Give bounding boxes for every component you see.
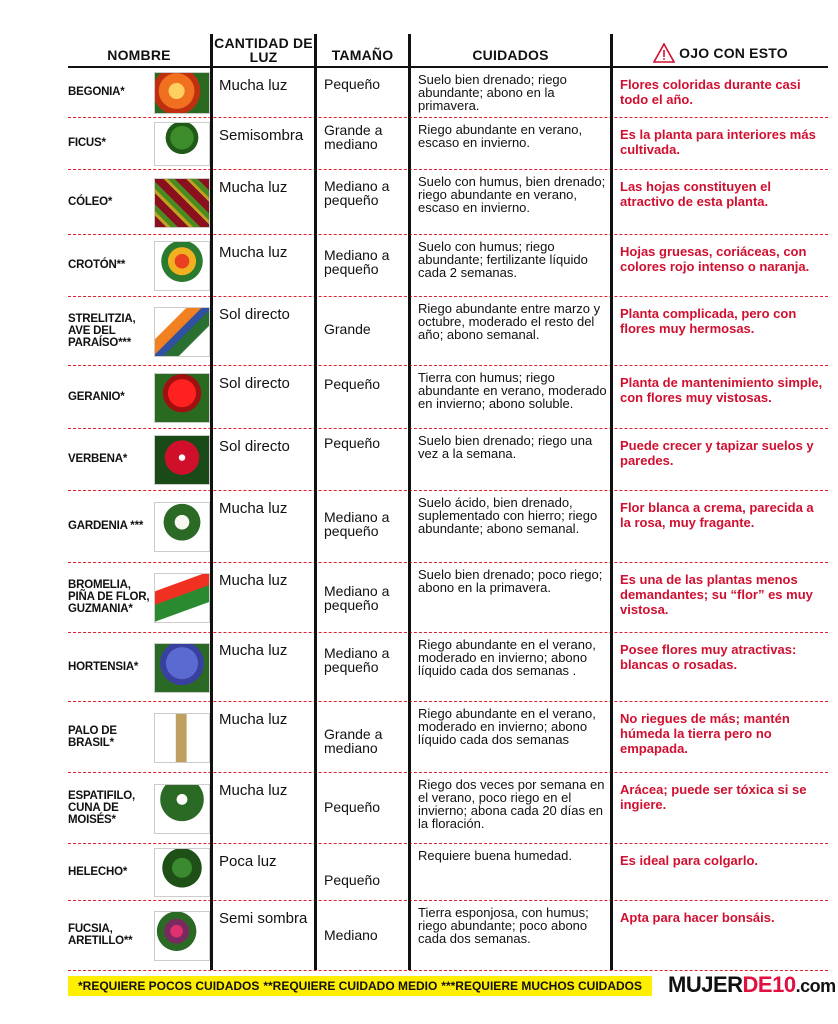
table-row [68,701,828,773]
plant-care: Tierra esponjosa, con humus; riego abundante; poco abono cada dos semanas. [418,905,589,946]
plant-size: Mediano a pequeño [324,645,390,675]
plant-photo [154,911,210,961]
plant-photo [154,122,210,166]
plant-care: Suelo con humus; riego abundante; fertilizante líquido cada 2 semanas. [418,239,588,280]
light-amount: Mucha luz [219,642,288,659]
table-row [68,632,828,702]
plant-care: Requiere buena humedad. [418,848,572,863]
light-amount: Sol directo [219,375,290,392]
legend-pocos-cuidados: *REQUIERE POCOS CUIDADOS [78,979,260,993]
plant-name: BROMELIA, PIÑA DE FLOR, GUZMANIA* [68,579,150,615]
plant-photo [154,72,210,114]
header-ojo-label: OJO CON ESTO [679,45,788,61]
light-amount: Poca luz [219,853,277,870]
plant-warning: Las hojas constituyen el atractivo de esta planta. [620,179,771,209]
light-amount: Mucha luz [219,782,288,799]
table-row [68,365,828,429]
plant-size: Mediano a pequeño [324,247,390,277]
table-row [68,900,828,971]
plant-name: GERANIO* [68,390,125,403]
table-row [68,490,828,563]
light-amount: Mucha luz [219,77,288,94]
plant-warning: Es una de las plantas menos demandantes; su “flor” es muy vistosa. [620,572,813,617]
plant-name: CROTÓN** [68,259,126,271]
plant-name-cell [68,169,210,234]
care-legend [68,976,652,996]
header-tamano: TAMAÑO [331,47,394,63]
light-amount: Semi sombra [219,910,308,927]
plant-size: Grande a mediano [324,726,383,756]
plant-care: Suelo con humus, bien drenado; riego abundante en verano, escaso en invierno. [418,174,606,215]
brand-part1: MUJER [668,972,743,997]
plant-photo [154,307,210,357]
plant-warning: Es ideal para colgarlo. [620,853,758,868]
table-row [68,117,828,170]
plant-care: Riego abundante entre marzo y octubre, moderado el resto del año; abono semanal. [418,301,601,342]
table-row [68,772,828,844]
plant-name: FUCSIA, ARETILLO** [68,923,133,947]
plant-name-cell [68,296,210,365]
plant-name-cell [68,632,210,701]
plant-name: ESPATIFILO, CUNA DE MOISÉS* [68,789,136,826]
plant-photo [154,848,210,897]
plant-photo [154,713,210,763]
light-amount: Sol directo [219,306,290,323]
plant-size: Grande a mediano [324,122,383,152]
plant-care: Tierra con humus; riego abundante en verano, moderado en invierno; abono soluble. [418,370,607,411]
plant-warning: Planta de mantenimiento simple, con flores muy vistosas. [620,375,823,405]
plant-size: Pequeño [324,435,381,451]
table-row [68,428,828,491]
plant-care: Suelo bien drenado; riego una vez a la semana. [418,433,593,461]
plant-care: Suelo bien drenado; riego abundante; abono en la primavera. [418,72,567,113]
light-amount: Mucha luz [219,179,288,196]
plant-warning: Flores coloridas durante casi todo el año. [620,77,801,107]
plant-name-cell [68,117,210,169]
plant-name: GARDENIA *** [68,520,144,532]
brand-part3: .com [795,976,836,996]
plant-size: Pequeño [324,376,381,392]
table-row [68,169,828,235]
plant-size: Mediano a pequeño [324,509,390,539]
table-row [68,562,828,633]
plant-warning: Posee flores muy atractivas: blancas o rosadas. [620,642,797,672]
plant-warning: No riegues de más; mantén húmeda la tierra pero no empapada. [620,711,790,756]
column-divider [314,34,317,970]
plant-photo [154,502,210,552]
plant-care: Riego abundante en el verano, moderado en invierno; abono líquido cada dos semanas . [418,637,596,678]
table-row [68,843,828,901]
plant-size: Grande [324,321,371,337]
warning-triangle-icon [653,43,675,63]
plant-size: Pequeño [324,872,381,888]
plant-warning: Es la planta para interiores más cultivada. [620,127,816,157]
table-row [68,234,828,297]
plant-name: HORTENSIA* [68,660,139,673]
plant-name-cell [68,562,210,632]
plant-size: Mediano [324,927,378,943]
plant-name: CÓLEO* [68,195,113,208]
plant-size: Pequeño [324,799,381,815]
column-divider [210,34,213,970]
plant-name: VERBENA* [68,453,128,465]
table-row [68,296,828,366]
light-amount: Mucha luz [219,500,288,517]
plant-name-cell [68,365,210,428]
light-amount: Sol directo [219,438,290,455]
header-cuidados: CUIDADOS [472,47,549,63]
plant-name: PALO DE BRASIL* [68,724,117,749]
plant-care: Riego abundante en el verano, moderado en invierno; abono líquido cada dos semanas [418,706,596,747]
plant-size: Mediano a pequeño [324,583,390,613]
plant-name-cell [68,67,210,117]
plant-warning: Flor blanca a crema, parecida a la rosa, muy fragante. [620,500,814,530]
plant-warning: Hojas gruesas, coriáceas, con colores rojo intenso o naranja. [620,244,810,274]
plant-photo [154,373,210,423]
plant-photo [154,435,210,485]
plant-name: STRELITZIA, AVE DEL PARAÍSO*** [68,312,136,349]
plant-name-cell [68,843,210,900]
plant-photo [154,241,210,291]
light-amount: Mucha luz [219,711,288,728]
plant-name-cell [68,701,210,772]
light-amount: Semisombra [219,127,304,144]
plant-name: FICUS* [68,137,106,149]
light-amount: Mucha luz [219,244,288,261]
plant-care: Suelo ácido, bien drenado, suplementado con hierro; riego abundante; abono semanal. [418,495,598,536]
plant-photo [154,573,210,623]
legend-cuidado-medio: **REQUIERE CUIDADO MEDIO [263,979,438,993]
column-divider [610,34,613,970]
table-row [68,67,828,118]
plant-size: Mediano a pequeño [324,178,390,208]
plant-name: HELECHO* [68,865,128,878]
plant-care: Suelo bien drenado; poco riego; abono en la primavera. [418,567,603,595]
plant-name-cell [68,428,210,490]
plant-name-cell [68,490,210,562]
plant-care: Riego abundante en verano, escaso en invierno. [418,122,583,150]
plant-care: Riego dos veces por semana en el verano, poco riego en el invierno; abona cada 20 días en la floración. [418,777,605,831]
header-cantidad-de-luz: CANTIDAD DE LUZ [214,35,313,65]
plant-photo [154,178,210,228]
brand-logo [668,972,836,998]
plant-name-cell [68,900,210,970]
table-header [68,34,828,68]
plant-size: Pequeño [324,76,381,92]
plant-warning: Puede crecer y tapizar suelos y paredes. [620,438,814,468]
plant-warning: Apta para hacer bonsáis. [620,910,775,925]
light-amount: Mucha luz [219,572,288,589]
plant-warning: Arácea; puede ser tóxica si se ingiere. [620,782,807,812]
plant-name: BEGONIA* [68,86,125,98]
plant-name-cell [68,234,210,296]
plant-photo [154,643,210,693]
header-nombre: NOMBRE [107,47,171,63]
plant-photo [154,784,210,834]
legend-muchos-cuidados: ***REQUIERE MUCHOS CUIDADOS [441,979,642,993]
column-divider [408,34,411,970]
plant-name-cell [68,772,210,843]
brand-part2: DE10 [742,972,796,997]
plant-warning: Planta complicada, pero con flores muy hermosas. [620,306,797,336]
header-ojo-con-esto [613,34,828,66]
